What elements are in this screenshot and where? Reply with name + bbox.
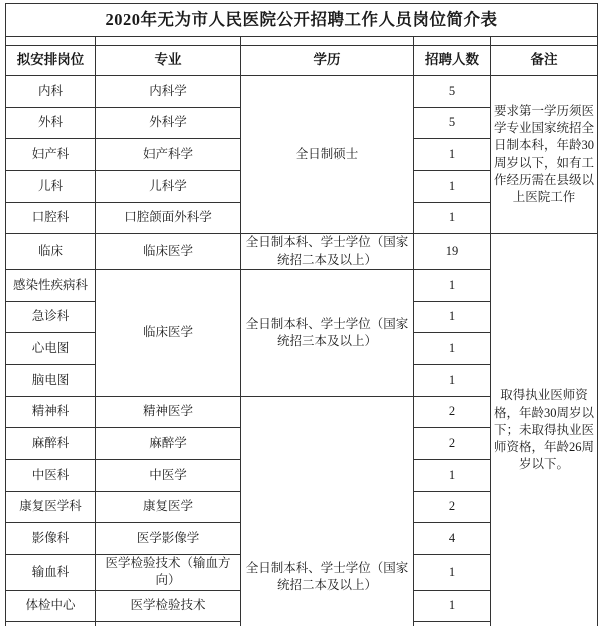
position-cell: 儿科 [6,171,96,203]
note-cell: 要求第一学历须医学专业国家统招全日制本科，年龄30周岁以下，如有工作经历需在县级以上医院工作 [491,76,598,234]
count-cell: 1 [414,365,491,397]
position-cell: 康复医学科 [6,491,96,523]
position-cell: 心电图 [6,333,96,365]
position-cell: 影像科 [6,523,96,555]
spacer-row [6,37,598,46]
count-cell: 1 [414,333,491,365]
position-cell: 临床 [6,234,96,270]
position-cell: 精神科 [6,396,96,428]
table-header-row [6,46,598,76]
position-cell: 麻醉科 [6,428,96,460]
major-cell: 口腔颌面外科学 [96,202,241,234]
table-row [6,76,598,108]
count-cell: 1 [414,460,491,492]
col-header-major: 专业 [96,46,241,76]
count-cell: 2 [414,396,491,428]
major-cell: 麻醉学 [96,428,241,460]
major-cell: 儿科学 [96,171,241,203]
major-cell: 临床医学 [96,234,241,270]
count-cell: 1 [414,590,491,622]
major-cell: 医学检验技术（输血方向） [96,555,241,591]
position-cell: 口腔科 [6,202,96,234]
position-cell: 中医科 [6,460,96,492]
degree-cell: 全日制本科、学士学位（国家统招二本及以上） [241,396,414,626]
major-cell: 外科学 [96,107,241,139]
count-cell: 1 [414,202,491,234]
recruitment-table [5,3,598,626]
count-cell: 5 [414,76,491,108]
major-cell: 妇产科学 [96,139,241,171]
position-cell: 体检中心 [6,590,96,622]
note-cell: 取得执业医师资格，年龄30周岁以下；未取得执业医师资格，年龄26周岁以下。 [491,234,598,626]
degree-cell: 全日制本科、学士学位（国家统招三本及以上） [241,269,414,396]
position-cell: 脑电图 [6,365,96,397]
count-cell: 5 [414,107,491,139]
count-cell: 1 [414,555,491,591]
count-cell: 2 [414,428,491,460]
position-cell: 内科 [6,76,96,108]
table-row [6,234,598,270]
major-cell: 临床医学 [96,269,241,396]
col-header-position: 拟安排岗位 [6,46,96,76]
position-cell: 急诊科 [6,301,96,333]
col-header-note: 备注 [491,46,598,76]
count-cell: 19 [414,234,491,270]
major-cell: 医学检验技术 [96,590,241,622]
major-cell: 中医学 [96,460,241,492]
table-title: 2020年无为市人民医院公开招聘工作人员岗位简介表 [6,4,598,37]
recruitment-table-sheet [5,3,598,626]
position-cell: 输血科 [6,555,96,591]
count-cell: 2 [414,491,491,523]
count-cell: 1 [414,269,491,301]
major-cell: 医学影像学 [96,523,241,555]
count-cell: 1 [414,301,491,333]
count-cell: 4 [414,523,491,555]
major-cell: 精神医学 [96,396,241,428]
position-cell: 感染性疾病科 [6,269,96,301]
degree-cell: 全日制硕士 [241,76,414,234]
major-cell: 内科学 [96,76,241,108]
degree-cell: 全日制本科、学士学位（国家统招二本及以上） [241,234,414,270]
col-header-count: 招聘人数 [414,46,491,76]
position-cell: 外科 [6,107,96,139]
col-header-degree: 学历 [241,46,414,76]
count-cell: 1 [414,139,491,171]
position-cell: 妇产科 [6,139,96,171]
count-cell: 1 [414,171,491,203]
major-cell: 康复医学 [96,491,241,523]
